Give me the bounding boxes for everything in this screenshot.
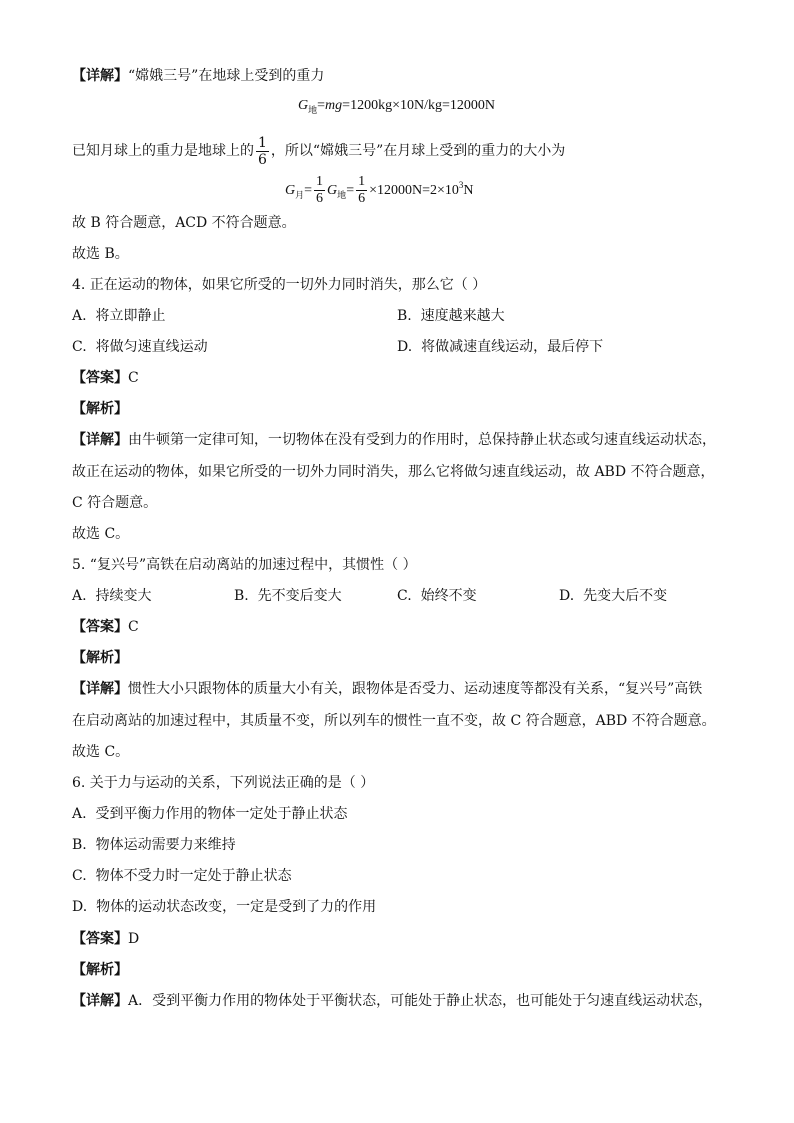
frac-den: 6 xyxy=(358,191,366,207)
q5-analysis-tag: 【解析】 xyxy=(72,650,128,666)
option-text: 受到平衡力作用的物体一定处于静止状态 xyxy=(95,806,348,822)
q4-answer xyxy=(72,368,139,388)
option-label: C. xyxy=(397,588,412,604)
q3-conclusion: 故 B 符合题意，ACD 不符合题意。 xyxy=(72,215,296,231)
formula-moon-gravity xyxy=(285,168,474,212)
q4-detail-2: 故正在运动的物体，如果它所受的一切外力同时消失，那么它将做匀速直线运动，故 ABD 不符合题意， xyxy=(72,464,715,480)
frac-num: 1 xyxy=(258,134,267,151)
option-label: B. xyxy=(72,837,87,853)
detail-text: A．受到平衡力作用的物体处于平衡状态，可能处于静止状态，也可能处于匀速直线运动状态， xyxy=(128,993,713,1009)
q5-option-b xyxy=(234,586,342,606)
formula-eq: = xyxy=(346,183,355,198)
answer-value: D xyxy=(128,931,140,947)
formula-product: ×12000N=2×10 xyxy=(369,183,459,198)
option-label: B. xyxy=(234,588,249,604)
option-text: 物体不受力时一定处于静止状态 xyxy=(95,868,292,884)
option-text: 将做减速直线运动，最后停下 xyxy=(421,339,604,355)
option-text: 先不变后变大 xyxy=(257,588,342,604)
q6-option-b xyxy=(72,835,236,855)
q6-answer xyxy=(72,929,139,949)
option-label: D. xyxy=(72,899,88,915)
option-label: C. xyxy=(72,868,87,884)
answer-value: C xyxy=(128,370,139,386)
formula-subscript: 地 xyxy=(308,105,318,115)
q4-option-b xyxy=(397,306,505,326)
option-label: B. xyxy=(397,308,412,324)
q3-moon-line xyxy=(72,134,565,168)
q5-option-a xyxy=(72,586,151,606)
formula-symbol: G xyxy=(285,183,296,198)
q4-analysis-tag: 【解析】 xyxy=(72,401,128,417)
detail-text: 由牛顿第一定律可知，一切物体在没有受到力的作用时，总保持静止状态或匀速直线运动状态， xyxy=(128,432,716,448)
option-text: 速度越来越大 xyxy=(420,308,505,324)
option-label: C. xyxy=(72,339,87,355)
fraction-one-sixth xyxy=(314,174,325,207)
option-text: 物体的运动状态改变，一定是受到了力的作用 xyxy=(96,899,377,915)
fraction-one-sixth xyxy=(356,174,367,207)
formula-subscript: 地 xyxy=(337,190,347,200)
q6-option-d xyxy=(72,897,376,917)
formula-mg: mg xyxy=(325,98,343,113)
frac-den: 6 xyxy=(258,151,267,168)
q3-detail-line xyxy=(72,66,324,86)
answer-tag: 【答案】 xyxy=(72,370,128,386)
option-label: A. xyxy=(72,806,87,822)
q5-stem: 5. “复兴号”高铁在启动离站的加速过程中，其惯性（ ） xyxy=(72,557,417,573)
formula-eq: = xyxy=(304,183,313,198)
answer-tag: 【答案】 xyxy=(72,931,128,947)
formula-symbol: G xyxy=(327,183,338,198)
answer-tag: 【答案】 xyxy=(72,619,128,635)
q5-answer xyxy=(72,617,139,637)
option-text: 物体运动需要力来维持 xyxy=(95,837,236,853)
option-text: 始终不变 xyxy=(420,588,477,604)
q5-option-d xyxy=(559,586,667,606)
q6-stem: 6. 关于力与运动的关系，下列说法正确的是（ ） xyxy=(72,775,375,791)
q4-detail-1 xyxy=(72,430,716,450)
q6-detail-1 xyxy=(72,991,712,1011)
detail-tag: 【详解】 xyxy=(72,993,128,1009)
formula-earth-gravity xyxy=(298,98,495,116)
q5-choose: 故选 C。 xyxy=(72,744,130,760)
line-post: ，所以“嫦娥三号”在月球上受到的重力的大小为 xyxy=(270,143,566,159)
frac-num: 1 xyxy=(316,174,324,190)
q4-option-d xyxy=(397,337,603,357)
formula-subscript: 月 xyxy=(295,190,305,200)
option-text: 持续变大 xyxy=(95,588,152,604)
fraction-one-sixth xyxy=(256,135,269,168)
detail-tag: 【详解】 xyxy=(72,432,128,448)
option-label: A. xyxy=(72,308,87,324)
option-text: 先变大后不变 xyxy=(583,588,668,604)
option-label: D. xyxy=(397,339,413,355)
detail-tag: 【详解】 xyxy=(72,681,128,697)
detail-tag: 【详解】 xyxy=(72,68,128,84)
option-text: 将立即静止 xyxy=(95,308,166,324)
q4-option-a xyxy=(72,306,165,326)
q4-choose: 故选 C。 xyxy=(72,526,130,542)
formula-eq: = xyxy=(317,98,326,113)
frac-den: 6 xyxy=(316,191,324,207)
detail-text: “嫦娥三号”在地球上受到的重力 xyxy=(128,68,325,84)
line-pre: 已知月球上的重力是地球上的 xyxy=(72,143,254,159)
q4-stem: 4. 正在运动的物体，如果它所受的一切外力同时消失，那么它（ ） xyxy=(72,277,487,293)
q6-option-a xyxy=(72,804,347,824)
formula-symbol: G xyxy=(298,98,309,113)
formula-rest: =1200kg×10N/kg=12000N xyxy=(342,98,495,113)
detail-text: 惯性大小只跟物体的质量大小有关，跟物体是否受力、运动速度等都没有关系，“复兴号”高铁 xyxy=(128,681,703,697)
answer-value: C xyxy=(128,619,139,635)
q4-detail-3: C 符合题意。 xyxy=(72,495,158,511)
option-text: 将做匀速直线运动 xyxy=(95,339,208,355)
formula-unit: N xyxy=(463,183,474,198)
q6-analysis-tag: 【解析】 xyxy=(72,962,128,978)
q5-detail-2: 在启动离站的加速过程中，其质量不变，所以列车的惯性一直不变，故 C 符合题意，ABD 不符合题意。 xyxy=(72,713,716,729)
option-label: D. xyxy=(559,588,575,604)
formula-exponent: 3 xyxy=(458,180,464,190)
option-label: A. xyxy=(72,588,87,604)
q6-option-c xyxy=(72,866,292,886)
q5-detail-1 xyxy=(72,679,702,699)
q4-option-c xyxy=(72,337,208,357)
q5-option-c xyxy=(397,586,477,606)
q3-choose: 故选 B。 xyxy=(72,246,129,262)
frac-num: 1 xyxy=(358,174,366,190)
